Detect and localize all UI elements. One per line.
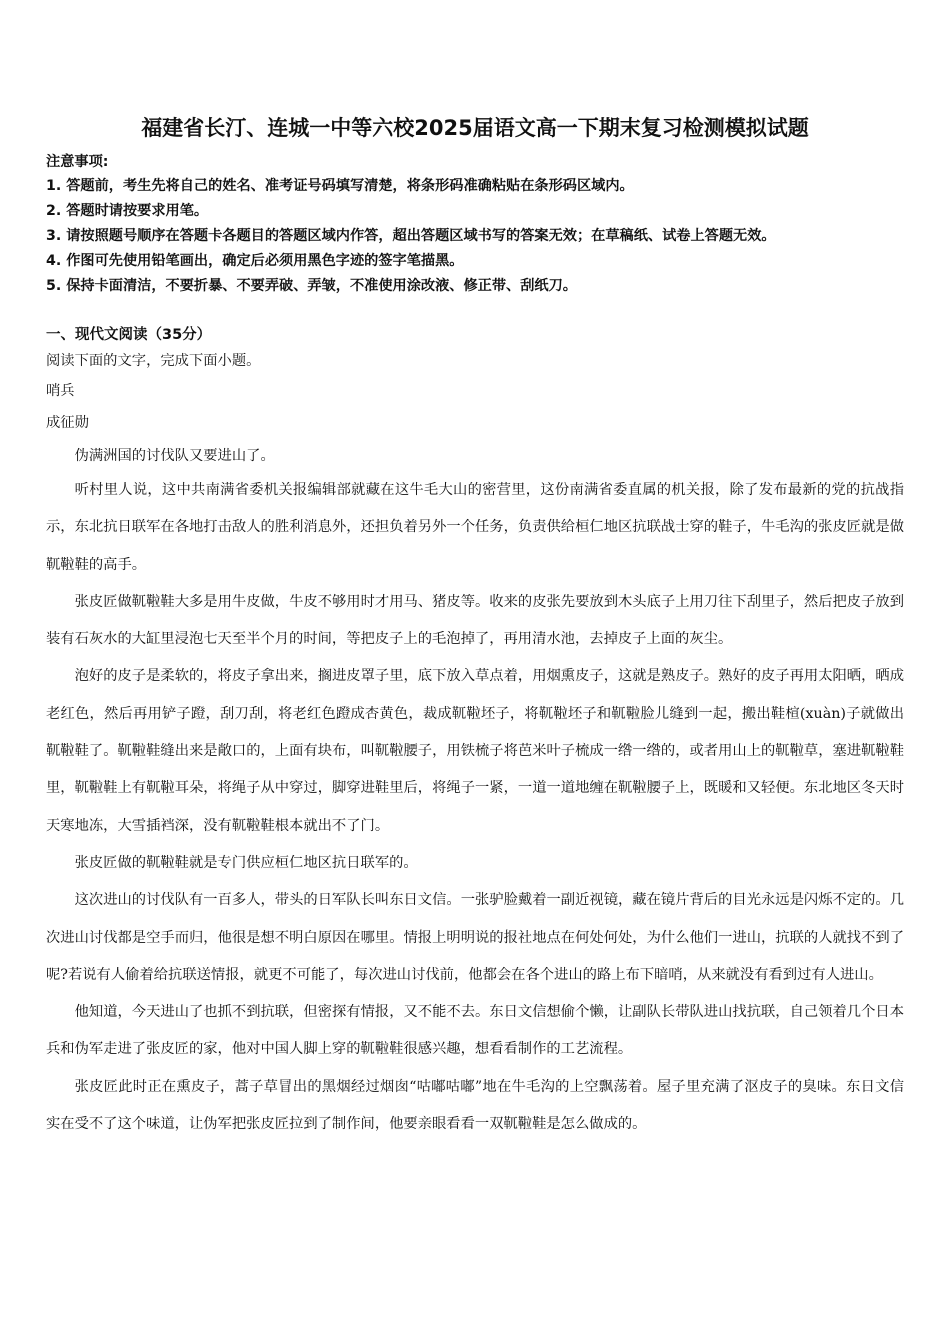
paragraph: 张皮匠做的靰鞡鞋就是专门供应桓仁地区抗日联军的。 xyxy=(74,854,418,871)
document-title: 福建省长汀、连城一中等六校2025届语文高一下期末复习检测模拟试题 xyxy=(141,116,809,140)
paragraph: 这次进山的讨伐队有一百多人，带头的日军队长叫东日文信。一张驴脸戴着一副近视镜，藏在镜片背后的目光永远是闪烁不定的。几次进山讨伐都是空手而归，他很是想不明白原因在哪里。情报上明明说的报社地点在何处何处，为什么他们一进山，抗联的人就找不到了呢?若说有人偷着给抗联送情报，就更不可能了，每次进山讨伐前，他都会在各个进山的路上布下暗哨，从来就没有看到过有人进山。 xyxy=(46,892,904,983)
section-heading: 一、现代文阅读（35分） xyxy=(46,327,212,343)
reading-passage xyxy=(46,347,904,1143)
notice-item: 1. 答题前，考生先将自己的姓名、准考证号码填写清楚，将条形码准确粘贴在条形码区域内。 xyxy=(46,178,634,194)
notice-item: 5. 保持卡面清洁，不要折暴、不要弄破、弄皱，不准使用涂改液、修正带、刮纸刀。 xyxy=(46,278,577,294)
notice-item: 2. 答题时请按要求用笔。 xyxy=(46,203,209,219)
paragraph: 张皮匠做靰鞡鞋大多是用牛皮做，牛皮不够用时才用马、猪皮等。收来的皮张先要放到木头底子上用刀往下刮里子，然后把皮子放到装有石灰水的大缸里浸泡七天至半个月的时间，等把皮子上的毛泡掉了，再用清水池，去掉皮子上面的灰尘。 xyxy=(46,593,904,648)
notice-block xyxy=(46,150,916,299)
article-title: 哨兵 xyxy=(46,383,75,399)
article-author: 成征勋 xyxy=(46,415,89,431)
instruction-text: 阅读下面的文字，完成下面小题。 xyxy=(46,353,261,369)
paragraph: 张皮匠此时正在熏皮子，蒿子草冒出的黑烟经过烟囱“咕嘟咕嘟”地在牛毛沟的上空飘荡着。屋子里充满了沤皮子的臭味。东日文信实在受不了这个味道，让伪军把张皮匠拉到了制作间，他要亲眼看看一双靰鞡鞋是怎么做成的。 xyxy=(46,1078,904,1133)
paragraph: 他知道，今天进山了也抓不到抗联，但密探有情报，又不能不去。东日文信想偷个懒，让副队长带队进山找抗联，自己领着几个日本兵和伪军走进了张皮匠的家，他对中国人脚上穿的靰鞡鞋很感兴趣，想看看制作的工艺流程。 xyxy=(46,1004,904,1058)
paragraph: 听村里人说，这中共南满省委机关报编辑部就藏在这牛毛大山的密营里，这份南满省委直属的机关报，除了发布最新的党的抗战指示，东北抗日联军在各地打击敌人的胜利消息外，还担负着另外一个任务，负责供给桓仁地区抗联战士穿的鞋子，牛毛沟的张皮匠就是做靰鞡鞋的高手。 xyxy=(46,482,904,573)
paragraph: 伪满洲国的讨伐队又要进山了。 xyxy=(74,448,275,464)
notice-item: 3. 请按照题号顺序在答题卡各题目的答题区域内作答，超出答题区域书写的答案无效；在草稿纸、试卷上答题无效。 xyxy=(46,228,776,244)
notice-heading: 注意事项: xyxy=(46,154,109,170)
paragraph: 泡好的皮子是柔软的，将皮子拿出来，搁进皮罩子里，底下放入草点着，用烟熏皮子，这就是熟皮子。熟好的皮子再用太阳晒，晒成老红色，然后再用铲子蹬，刮刀刮，将老红色蹬成杏黄色，裁成靰鞡坯子，将靰鞡坯子和靰鞡脸儿缝到一起，搬出鞋楦(xuàn)子就做出靰鞡鞋了。靰鞡鞋缝出来是敞口的，上面有块布，叫靰鞡腰子，用铁梳子将芭米叶子梳成一绺一绺的，或者用山上的靰鞡草，塞进靰鞡鞋里，靰鞡鞋上有靰鞡耳朵，将绳子从中穿过，脚穿进鞋里后，将绳子一紧，一道一道地缠在靰鞡腰子上，既暖和又轻便。东北地区冬天时天寒地冻，大雪插裆深，没有靰鞡鞋根本就出不了门。 xyxy=(46,668,904,834)
notice-item: 4. 作图可先使用铅笔画出，确定后必须用黑色字迹的签字笔描黑。 xyxy=(46,253,464,269)
